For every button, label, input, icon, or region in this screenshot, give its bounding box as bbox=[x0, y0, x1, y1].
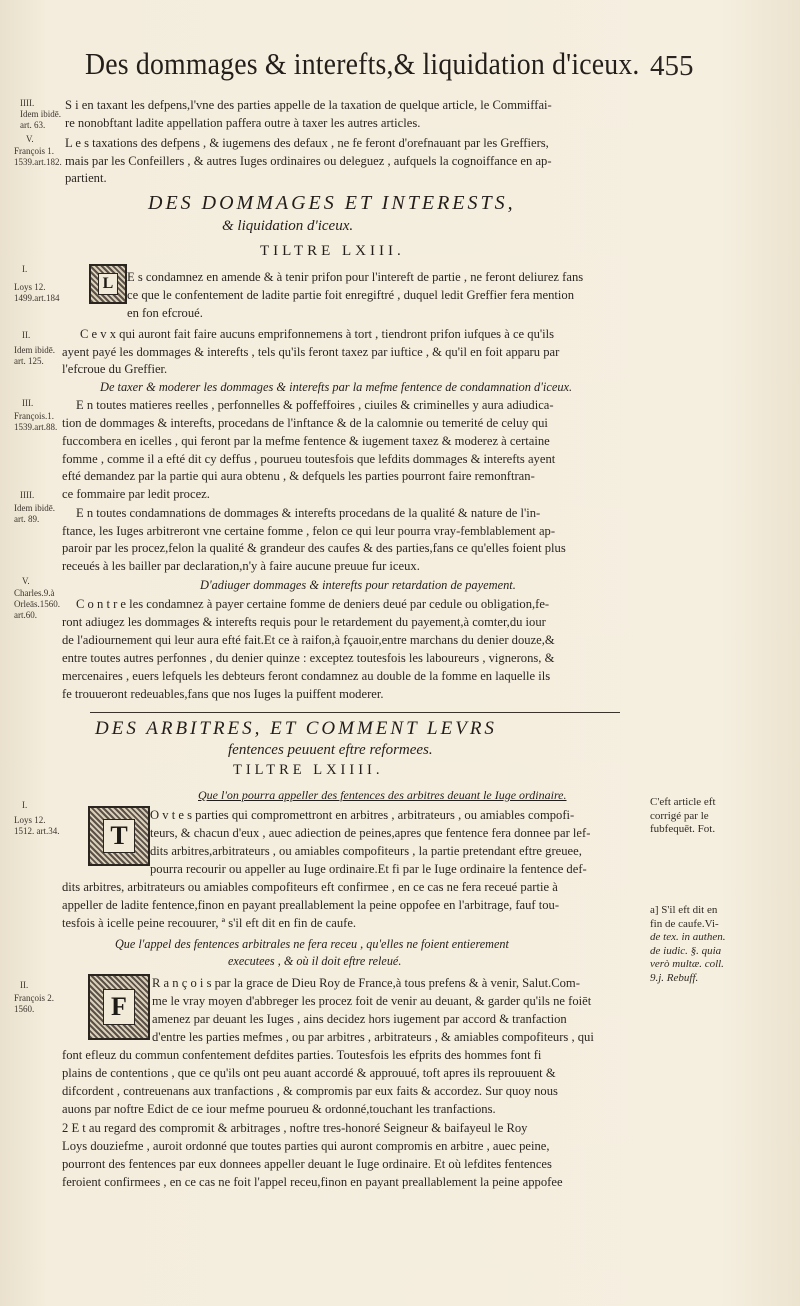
text-line: l'efcroue du Greffier. bbox=[62, 362, 168, 376]
text-line: R a n ç o i s par la grace de Dieu Roy de France,à tous prefens & à venir, Salut.Com- bbox=[152, 976, 580, 990]
margin-note-loys-1512: Loys 12. 1512. art.34. bbox=[14, 815, 60, 836]
tiltre-lxiiii: TILTRE LXIIII. bbox=[233, 762, 384, 778]
decorated-initial-f: F bbox=[88, 974, 150, 1040]
tiltre-lxiii: TILTRE LXIII. bbox=[260, 243, 405, 259]
section-divider bbox=[90, 712, 620, 713]
text-line: pourront des fentences par eux donnees appeller deuant le Iuge ordinaire. Et où lefdites fentences bbox=[62, 1157, 552, 1171]
heading-appel: Que l'on pourra appeller des fentences des arbitres deuant le Iuge ordinaire. bbox=[198, 788, 567, 802]
margin-note-idem-89: Idem ibidē. art. 89. bbox=[14, 503, 55, 524]
text-line: appeller de ladite fentence,finon en payant preallablement la peine oppofee en l'arbitrage, fauf tou- bbox=[62, 898, 560, 912]
text-line: 2 E t au regard des compromit & arbitrages , noftre tres-honoré Seigneur & baifayeul le Roy bbox=[62, 1121, 528, 1135]
margin-note-v-a: V. bbox=[26, 134, 34, 144]
decorated-initial-l: L bbox=[89, 264, 127, 304]
right-note-footnote-a: a] S'il eft dit en fin de caufe.Vi- de tex. in authen. de iudic. §. quia verò multæ. coll. 9.j. Rebuff. bbox=[650, 904, 726, 984]
heading-arbitrales-line2: executees , & où il doit eftre releué. bbox=[228, 954, 402, 968]
margin-note-francois-1539-182: François 1. 1539.art.182. bbox=[14, 146, 62, 167]
margin-note-ii-a: II. bbox=[22, 330, 31, 340]
margin-note-francois-2: François 2. 1560. bbox=[14, 993, 54, 1014]
text-line: receués à les bailler par declaration,n'y à faire aucune preuue fur iceux. bbox=[62, 559, 420, 573]
text-line: me le vray moyen d'abbreger les procez foit de venir au deuant, & garder qu'ils ne foiēt bbox=[152, 994, 592, 1008]
text-line: tion de dommages & interefts, procedans de l'inftance & de la calomnie ou temerité de celuy qui bbox=[62, 416, 548, 430]
text-line: E s condamnez en amende & à tenir prifon pour l'intereft de partie , ne feront deliurez fans bbox=[127, 270, 584, 284]
margin-note-ii-b: II. bbox=[20, 980, 29, 990]
text-line: fe trouueront redeuables,fans que nos Iuges la puiffent moderer. bbox=[62, 687, 384, 701]
text-line: ftance, les Iuges arbitreront vne certaine fomme , felon ce qui leur pourra vray-femblablement ap- bbox=[62, 524, 556, 538]
text-line: efté demandez par la partie qui aura obtenu , & defquels les parties pourront faire remonftran- bbox=[62, 469, 535, 483]
margin-note-iii: III. bbox=[22, 398, 34, 408]
right-note-article: C'eft article eft corrigé par le fubfequēt. Fot. bbox=[650, 796, 716, 835]
text-line: dits arbitres,arbitrateurs , ou amiables compofiteurs , la partie pretendant eftre greuee, bbox=[150, 844, 582, 858]
text-line: plains de contentions , que ce qu'ils ont peu auant accordé & approuué, toft apres ils reprouuent & bbox=[62, 1066, 556, 1080]
text-line: d'entre les parties mefmes , ou par arbitres , arbitrateurs , & amiables compofiteurs , qui bbox=[152, 1030, 594, 1044]
text-line: partient. bbox=[65, 171, 107, 185]
text-line: C e v x qui auront fait faire aucuns emprifonnemens à tort , tiendront prifon iufques à ce qu'ils bbox=[80, 327, 555, 341]
text-line: ront adiugez les dommages & interefts requis pour le retardement du payement,à comter,du iour bbox=[62, 615, 546, 629]
margin-note-francois-1539-88: François.1. 1539.art.88. bbox=[14, 411, 58, 432]
heading-adiuger: D'adiuger dommages & interefts pour retardation de payement. bbox=[200, 578, 516, 592]
text-line: font efleuz du commun confentement defdites parties. Toutesfois les efprits des hommes font fi bbox=[62, 1048, 542, 1062]
text-line: difcordent , contreuenans aux tranfactions , & compromis par eux faits & accordez. Sur quoy nous bbox=[62, 1084, 558, 1098]
text-line: ce fommaire par ledit procez. bbox=[62, 487, 210, 501]
section-subtitle-liquidation: & liquidation d'iceux. bbox=[222, 218, 354, 234]
text-line: Loys douziefme , auroit ordonné que toutes parties qui auront compromis en arbitre , auec peine, bbox=[62, 1139, 550, 1153]
margin-note-iiii-b: IIII. bbox=[20, 490, 35, 500]
text-line: mercenaires , euers lefquels les debteurs feront condamnez au double de la fomme en laquelle ils bbox=[62, 669, 551, 683]
text-line: tesfois à icelle peine recouurer, ª s'il eft dit en fin de caufe. bbox=[62, 916, 357, 930]
text-line: de l'adiournement qui leur aura efté fait.Et ce à raifon,à fçauoir,entre marchans du denier douze,& bbox=[62, 633, 555, 647]
text-line: C o n t r e les condamnez à payer certaine fomme de deniers deué par cedule ou obligation,fe- bbox=[76, 597, 550, 611]
text-line: ce que le confentement de ladite partie foit enregiftré , duquel ledit Greffier fera mention bbox=[127, 288, 574, 302]
text-line: O v t e s parties qui compromettront en arbitres , arbitrateurs , ou amiables compofi- bbox=[150, 808, 575, 822]
text-line: S i en taxant les defpens,l'vne des parties appelle de la taxation de quelque article, le Commiffai- bbox=[65, 98, 552, 112]
margin-note-v-b: V. bbox=[22, 576, 30, 586]
page-number: 455 bbox=[650, 50, 694, 82]
text-line: ayent payé les dommages & interefts , tels qu'ils feront taxez par iuftice , & qu'il en foit apparu par bbox=[62, 345, 560, 359]
text-line: en fon efcroué. bbox=[127, 306, 203, 320]
text-line: dits arbitres, arbitrateurs ou amiables compofiteurs eft confirmee , en ce cas ne fera receué partie à bbox=[62, 880, 558, 894]
text-line: paroir par les procez,felon la qualité & grandeur des caufes & des parties,fans ce qu'elles foient plus bbox=[62, 541, 566, 555]
text-line: fomme , comme il a efté dit cy deffus , pourueu toutesfois que lefdits dommages & interefts ayent bbox=[62, 452, 556, 466]
text-line: feroient confirmees , en ce cas ne foit l'appel receu,finon en payant preallablement la peine appofee bbox=[62, 1175, 563, 1189]
margin-note-i-a: I. bbox=[22, 264, 28, 274]
section-title-arbitres: DES ARBITRES, ET COMMENT LEVRS bbox=[95, 718, 497, 739]
text-line: E n toutes matieres reelles , perfonnelles & poffeffoires , ciuiles & criminelles y aura adiudica- bbox=[76, 398, 554, 412]
text-line: amenez par deuant les Iuges , ains decidez hors iugement par accord & tranfaction bbox=[152, 1012, 567, 1026]
margin-note-iiii-a: IIII. Idem ibidē. art. 63. bbox=[20, 98, 61, 130]
heading-arbitrales: Que l'appel des fentences arbitrales ne fera receu , qu'elles ne foient entierement bbox=[115, 937, 509, 951]
text-line: teurs, & chacun d'eux , auec adiection de peines,apres que fentence fera donnee par lef- bbox=[150, 826, 591, 840]
running-head: Des dommages & interefts,& liquidation d'iceux. bbox=[85, 46, 640, 81]
text-line: pourra recourir ou appeller au Iuge ordinaire.Et fi par le Iuge ordinaire la fentence def- bbox=[150, 862, 587, 876]
margin-note-idem-125: Idem ibidē. art. 125. bbox=[14, 345, 55, 366]
decorated-initial-t: T bbox=[88, 806, 150, 866]
text-line: auons par noftre Edict de ce iour mefme pourueu & ordonné,touchant les tranfactions. bbox=[62, 1102, 496, 1116]
text-line: E n toutes condamnations de dommages & interefts procedans de la qualité & nature de l'in- bbox=[76, 506, 541, 520]
margin-note-i-b: I. bbox=[22, 800, 28, 810]
margin-note-charles-9: Charles.9.à Orleās.1560. art.60. bbox=[14, 588, 60, 620]
margin-note-loys-1499: Loys 12. 1499.art.184 bbox=[14, 282, 60, 303]
heading-taxer: De taxer & moderer les dommages & interefts par la mefme fentence de condamnation d'iceux. bbox=[100, 380, 573, 394]
text-line: entre toutes autres perfonnes , du denier quinze : exceptez toutesfois les laboureurs , vignerons, & bbox=[62, 651, 555, 665]
text-line: mais par les Confeillers , & autres Iuges ordinaires ou deleguez , aufquels la cognoiffance en ap- bbox=[65, 154, 552, 168]
text-line: L e s taxations des defpens , & iugemens des defaux , ne fe feront d'orefnauant par les Greffiers, bbox=[65, 136, 549, 150]
section-title-dommages: DES DOMMAGES ET INTERESTS, bbox=[148, 192, 516, 214]
text-line: fuccombera en icelles , qui feront par la mefme fentence & iugement taxez & moderez à certaine bbox=[62, 434, 550, 448]
text-line: re nonobftant ladite appellation paffera outre à taxer les autres articles. bbox=[65, 116, 421, 130]
section-subtitle-reformees: fentences peuuent eftre reformees. bbox=[228, 742, 433, 758]
